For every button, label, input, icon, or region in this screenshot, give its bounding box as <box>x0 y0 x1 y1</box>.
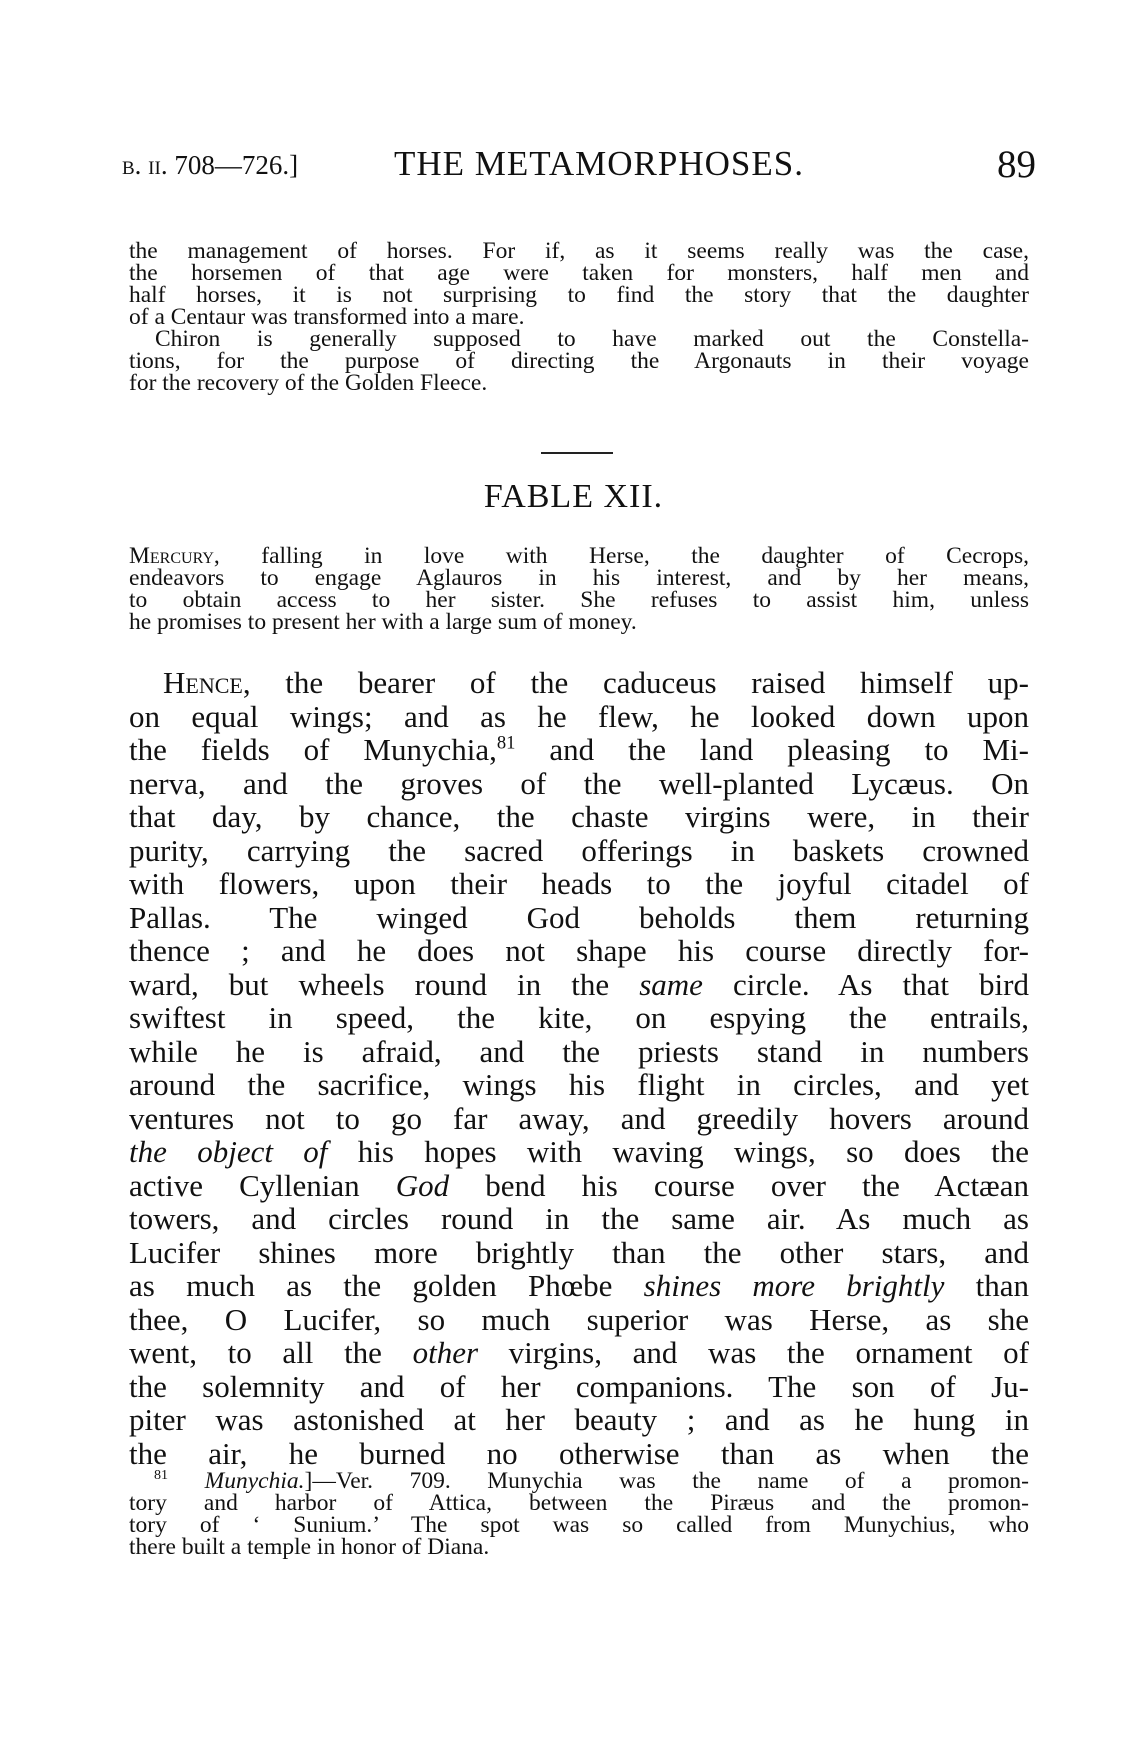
intro-line: the management of horses. For if, as it seems really was the case, <box>129 238 1029 264</box>
body-line <box>129 1135 1029 1169</box>
body-line: Lucifer shines more brightly than the other stars, and <box>129 1234 1029 1270</box>
body-text: the bearer of the caduceus raised himself up- <box>250 665 1029 700</box>
body-line <box>129 1269 1029 1303</box>
body-text: circle. As that bird <box>702 966 1029 1002</box>
running-title: THE METAMORPHOSES. <box>394 144 804 183</box>
argument-text: falling in love with Herse, the daughter of Cecrops, <box>219 543 1029 569</box>
intro-line: tions, for the purpose of directing the Argonauts in their voyage <box>129 348 1029 374</box>
body-text: bend his course over the Actæan <box>449 1167 1029 1203</box>
body-text: ward, but wheels round in the <box>129 966 640 1002</box>
argument-line: he promises to present her with a large sum of money. <box>129 609 637 635</box>
body-lead: Hence, <box>163 665 251 700</box>
page-number: 89 <box>997 143 1036 186</box>
italic-text: God <box>395 1167 450 1203</box>
footnote <box>129 1467 1029 1560</box>
fable-argument <box>129 545 1029 633</box>
footnote-line: tory and harbor of Attica, between the Piræus and the promon- <box>129 1490 1029 1516</box>
body-line <box>129 733 1029 767</box>
italic-text: the object of <box>129 1134 328 1169</box>
intro-line: half horses, it is not surprising to find the story that the daughter <box>129 282 1029 308</box>
body-line <box>129 1336 1029 1370</box>
body-text: as much as the golden Phœbe <box>129 1268 644 1303</box>
body-line: ventures not to go far away, and greedily hovers around <box>129 1100 1029 1136</box>
running-header <box>122 140 1036 188</box>
body-line: towers, and circles round in the same air. As much as <box>129 1201 1029 1236</box>
argument-lead: Mercury, <box>129 543 220 569</box>
body-line: the air, he burned no otherwise than as when the <box>129 1435 1029 1471</box>
body-line <box>129 666 1029 700</box>
body-line: piter was astonished at her beauty ; and as he hung in <box>129 1402 1029 1437</box>
fable-title: FABLE XII. <box>483 478 664 515</box>
intro-line: of a Centaur was transformed into a mare. <box>129 304 525 330</box>
argument-line <box>129 545 1029 567</box>
body-text: than <box>944 1268 1029 1303</box>
intro-line: for the recovery of the Golden Fleece. <box>129 370 488 396</box>
italic-text: shines more brightly <box>643 1268 945 1303</box>
body-line: swiftest in speed, the kite, on espying the entrails, <box>129 1000 1029 1035</box>
footnote-line <box>129 1467 1029 1494</box>
intro-commentary <box>129 240 1029 394</box>
body-line: around the sacrifice, wings his flight in circles, and yet <box>129 1067 1029 1102</box>
footnote-ref: 81 <box>496 732 516 754</box>
body-text: his hopes with waving wings, so does the <box>327 1134 1030 1169</box>
body-line: that day, by chance, the chaste virgins were, in their <box>129 799 1029 834</box>
body-line: nerva, and the groves of the well-planted Lycæus. On <box>129 765 1029 801</box>
book-reference: b. ii. 708—726.] <box>122 150 299 180</box>
body-line: while he is afraid, and the priests stand in numbers <box>129 1033 1029 1069</box>
body-line: purity, carrying the sacred offerings in baskets crowned <box>129 832 1029 868</box>
footnote-line: tory of ‘ Sunium.’ The spot was so called from Munychius, who <box>129 1512 1029 1538</box>
body-text: went, to all the <box>129 1335 413 1370</box>
body-text: virgins, and was the ornament of <box>478 1335 1029 1370</box>
body-line: the solemnity and of her companions. The son of Ju- <box>129 1368 1029 1404</box>
body-line: thence ; and he does not shape his course directly for- <box>129 933 1029 968</box>
body-line: thee, O Lucifer, so much superior was Herse, as she <box>129 1301 1029 1337</box>
body-line: Pallas. The winged God beholds them returning <box>129 899 1029 935</box>
intro-line: Chiron is generally supposed to have marked out the Constella- <box>155 326 1029 352</box>
body-line <box>129 1169 1029 1203</box>
italic-text: other <box>412 1335 479 1370</box>
italic-text: same <box>639 966 703 1002</box>
footnote-number: 81 <box>154 1467 169 1484</box>
footnote-text: ]—Ver. 709. Munychia was the name of a promon- <box>304 1468 1029 1494</box>
section-divider <box>541 452 613 454</box>
main-text <box>129 666 1029 1470</box>
body-line <box>129 968 1029 1002</box>
intro-line: the horsemen of that age were taken for monsters, half men and <box>129 260 1029 286</box>
body-line: on equal wings; and as he flew, he looked down upon <box>129 698 1029 734</box>
footnote-line: there built a temple in honor of Diana. <box>129 1534 490 1560</box>
body-text: the fields of Munychia, <box>129 732 497 767</box>
body-text: active Cyllenian <box>129 1167 396 1203</box>
argument-line: endeavors to engage Aglauros in his interest, and by her means, <box>129 565 1029 591</box>
argument-line: to obtain access to her sister. She refuses to assist him, unless <box>129 587 1029 613</box>
footnote-term: Munychia. <box>204 1468 305 1494</box>
body-line: with flowers, upon their heads to the joyful citadel of <box>129 866 1029 901</box>
body-text: and the land pleasing to Mi- <box>515 732 1029 767</box>
